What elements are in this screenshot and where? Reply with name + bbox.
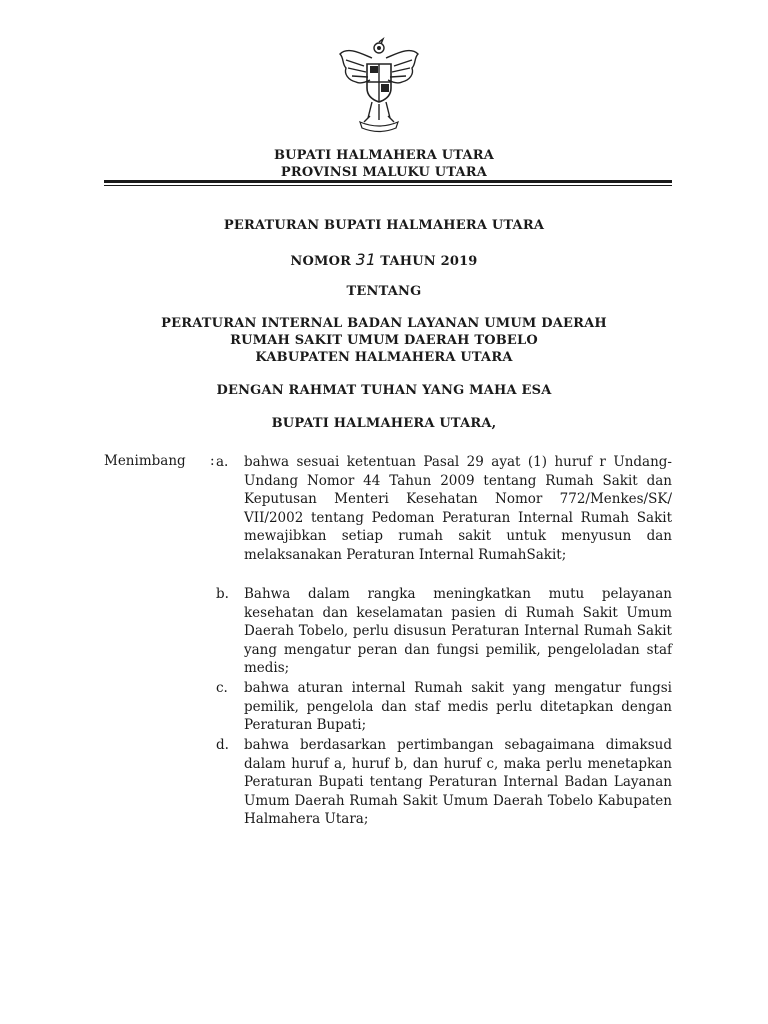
subject-line-3: KABUPATEN HALMAHERA UTARA (255, 350, 513, 365)
item-text: bahwa aturan internal Rumah sakit yang mengatur fungsi pemilik, pengelola dan staf medis perlu ditetapkan dengan Peraturan Bupati; (244, 680, 672, 734)
considering-item (216, 679, 672, 735)
item-marker: b. (216, 586, 229, 602)
considering-item (216, 736, 672, 829)
blessing-line: DENGAN RAHMAT TUHAN YANG MAHA ESA (216, 383, 552, 398)
authority-line: BUPATI HALMAHERA UTARA, (271, 416, 497, 431)
year-label: TAHUN 2019 (380, 254, 478, 269)
considering-item (216, 453, 672, 565)
regulation-title: PERATURAN BUPATI HALMAHERA UTARA (223, 218, 545, 233)
header-rule-thin (104, 185, 672, 186)
subject-line-2: RUMAH SAKIT UMUM DAERAH TOBELO (230, 333, 538, 348)
header-rule-thick (104, 180, 672, 183)
item-text: bahwa sesuai ketentuan Pasal 29 ayat (1) huruf r Undang-Undang Nomor 44 Tahun 2009 tentang Rumah Sakit dan Keputusan Menteri Kesehatan Nomor 772/Menkes/SK/ VII/2002 tentang Pedoman Peraturan Internal Rumah Sakit mewajibkan setiap rumah sakit untuk menyusun dan melaksanakan Peraturan Internal RumahSakit; (244, 454, 672, 563)
nomor-label: NOMOR (290, 254, 352, 269)
considering-colon: : (210, 453, 215, 469)
item-text: Bahwa dalam rangka meningkatkan mutu pelayanan kesehatan dan keselamatan pasien di Rumah Sakit Umum Daerah Tobelo, perlu disusun Peraturan Internal Rumah Sakit yang mengatur peran dan fungsi pemilik, pengeloladan staf medis; (244, 586, 672, 677)
item-marker: c. (216, 680, 228, 696)
issuer-title: BUPATI HALMAHERA UTARA (273, 148, 495, 163)
considering-label: Menimbang (104, 453, 186, 469)
nomor-value: 31 (355, 250, 376, 269)
subject-line-1: PERATURAN INTERNAL BADAN LAYANAN UMUM DAERAH (161, 316, 607, 331)
considering-item (216, 585, 672, 678)
item-marker: d. (216, 737, 229, 753)
province-title: PROVINSI MALUKU UTARA (280, 165, 488, 180)
item-marker: a. (216, 454, 229, 470)
item-text: bahwa berdasarkan pertimbangan sebagaimana dimaksud dalam huruf a, huruf b, dan huruf c, maka perlu menetapkan Peraturan Bupati tentang Peraturan Internal Badan Layanan Umum Daerah Rumah Sakit Umum Daerah Tobelo Kabupaten Halmahera Utara; (244, 737, 672, 828)
regulation-number (0, 250, 768, 269)
about-label: TENTANG (346, 284, 422, 299)
garuda-emblem-icon (334, 36, 424, 136)
